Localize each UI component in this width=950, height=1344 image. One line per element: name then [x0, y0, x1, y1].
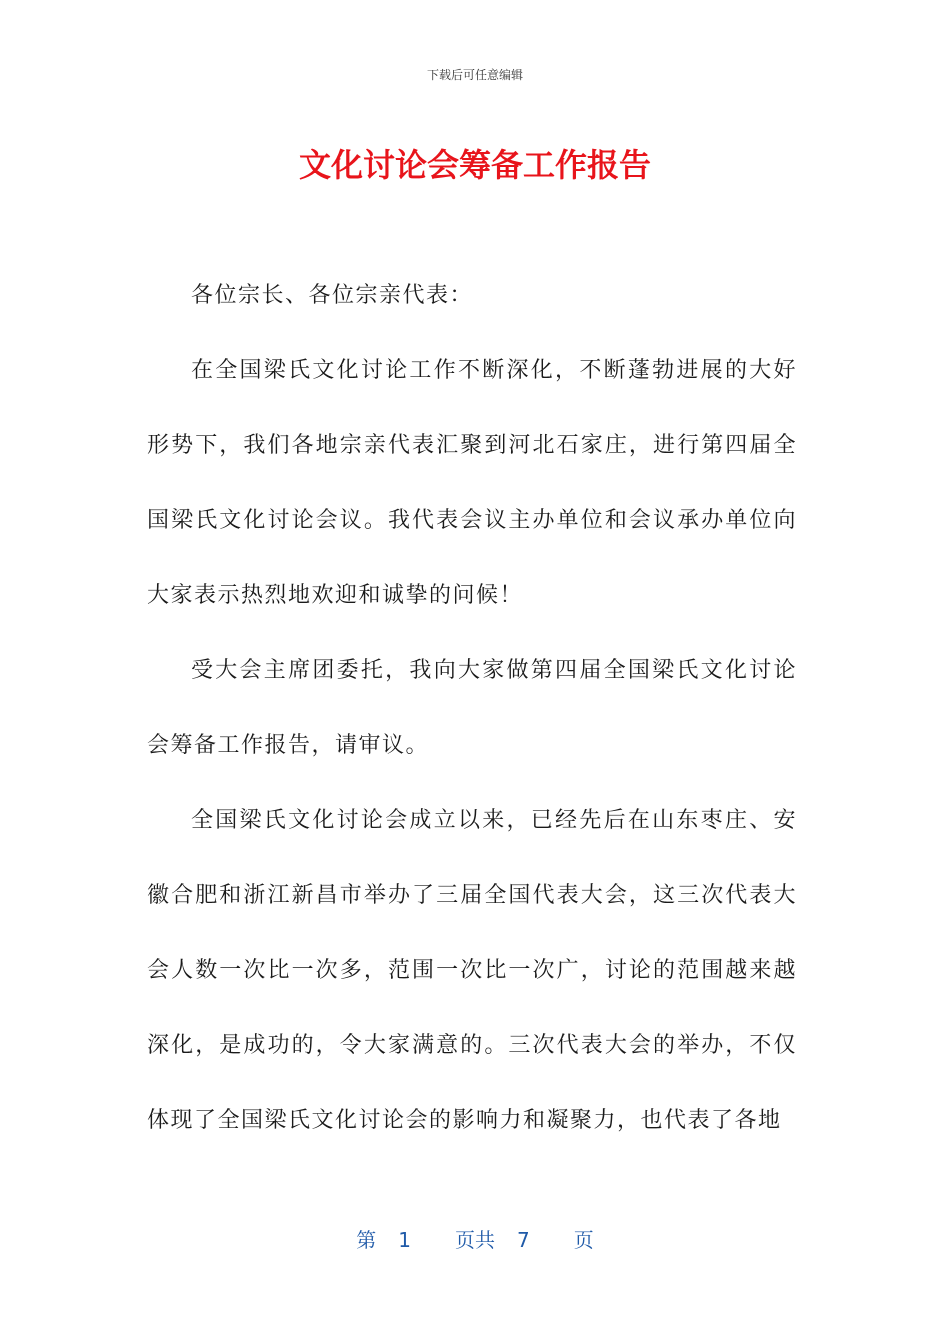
footer-total-pages: 7 — [517, 1228, 530, 1252]
footer-page-number: 1 — [398, 1228, 411, 1252]
document-body — [147, 258, 797, 1158]
footer-page-suffix: 页 — [573, 1228, 594, 1252]
footer-total-prefix: 页共 — [455, 1228, 495, 1252]
header-note: 下载后可任意编辑 — [426, 68, 523, 82]
footer-page-prefix: 第 — [356, 1228, 377, 1252]
salutation-paragraph: 各位宗长、各位宗亲代表： — [191, 283, 474, 308]
document-title: 文化讨论会筹备工作报告 — [298, 146, 651, 184]
body-paragraph: 在全国梁氏文化讨论工作不断深化，不断蓬勃进展的大好形势下，我们各地宗亲代表汇聚到河北石家庄，进行第四届全国梁氏文化讨论会议。我代表会议主办单位和会议承办单位向大家表示热烈地欢迎和诚挚的问候！ — [147, 358, 797, 608]
body-paragraph: 受大会主席团委托，我向大家做第四届全国梁氏文化讨论会筹备工作报告，请审议。 — [147, 658, 797, 758]
page-footer — [0, 1224, 950, 1253]
body-paragraph: 全国梁氏文化讨论会成立以来，已经先后在山东枣庄、安徽合肥和浙江新昌市举办了三届全国代表大会，这三次代表大会人数一次比一次多，范围一次比一次广，讨论的范围越来越深化，是成功的，令大家满意的。三次代表大会的举办，不仅体现了全国梁氏文化讨论会的影响力和凝聚力，也代表了各地 — [147, 808, 797, 1133]
